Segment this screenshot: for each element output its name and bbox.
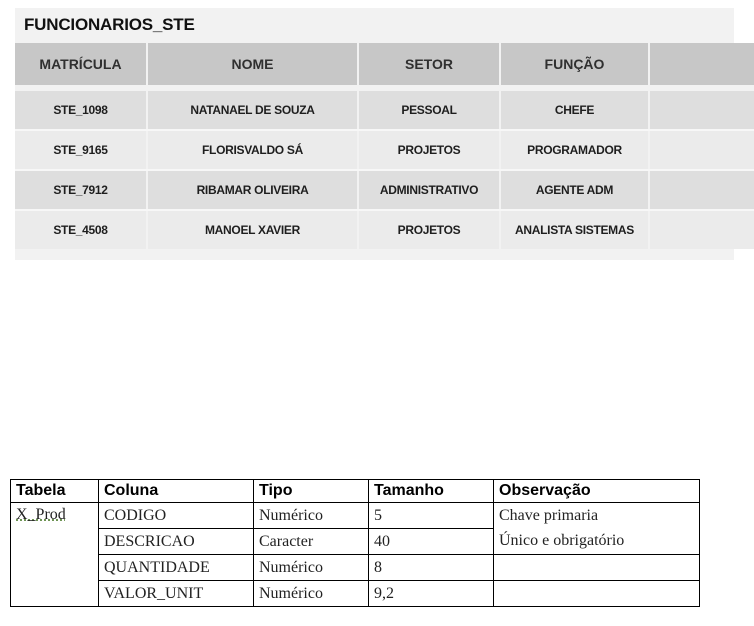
cell-nome: RIBAMAR OLIVEIRA <box>148 171 357 209</box>
cell-setor: PESSOAL <box>359 91 499 129</box>
cell-tamanho: 40 <box>369 529 494 555</box>
cell-nome: FLORISVALDO SÁ <box>148 131 357 169</box>
cell-blank <box>650 211 754 249</box>
cell-coluna: VALOR_UNIT <box>99 581 254 607</box>
header-tamanho: Tamanho <box>369 480 494 503</box>
table-row <box>11 529 700 555</box>
funcionarios-table <box>15 8 734 260</box>
cell-observacao <box>494 581 700 607</box>
cell-tipo: Caracter <box>254 529 369 555</box>
cell-funcao: CHEFE <box>501 91 648 129</box>
cell-tamanho: 5 <box>369 503 494 529</box>
header-blank <box>650 43 754 85</box>
cell-tamanho: 8 <box>369 555 494 581</box>
cell-nome: MANOEL XAVIER <box>148 211 357 249</box>
cell-funcao: ANALISTA SISTEMAS <box>501 211 648 249</box>
header-funcao: FUNÇÃO <box>501 43 648 85</box>
cell-setor: PROJETOS <box>359 131 499 169</box>
cell-funcao: PROGRAMADOR <box>501 131 648 169</box>
cell-blank <box>650 171 754 209</box>
x-prod-table <box>10 479 700 607</box>
cell-observacao: Chave primaria <box>494 503 700 529</box>
cell-observacao: Único e obrigatório <box>494 529 700 555</box>
header-coluna: Coluna <box>99 480 254 503</box>
cell-matricula: STE_9165 <box>15 131 146 169</box>
cell-tipo: Numérico <box>254 555 369 581</box>
funcionarios-grid <box>15 43 754 249</box>
cell-funcao: AGENTE ADM <box>501 171 648 209</box>
cell-matricula: STE_1098 <box>15 91 146 129</box>
table-header-row <box>11 480 700 503</box>
cell-nome: NATANAEL DE SOUZA <box>148 91 357 129</box>
cell-setor: ADMINISTRATIVO <box>359 171 499 209</box>
header-nome: NOME <box>148 43 357 85</box>
cell-tabela <box>11 503 99 607</box>
header-tabela: Tabela <box>11 480 99 503</box>
header-observacao: Observação <box>494 480 700 503</box>
cell-tipo: Numérico <box>254 581 369 607</box>
table-row <box>11 581 700 607</box>
header-setor: SETOR <box>359 43 499 85</box>
header-tipo: Tipo <box>254 480 369 503</box>
table-row <box>11 555 700 581</box>
cell-coluna: CODIGO <box>99 503 254 529</box>
table-row <box>11 503 700 529</box>
cell-observacao <box>494 555 700 581</box>
cell-tipo: Numérico <box>254 503 369 529</box>
cell-setor: PROJETOS <box>359 211 499 249</box>
cell-coluna: DESCRICAO <box>99 529 254 555</box>
cell-coluna: QUANTIDADE <box>99 555 254 581</box>
header-matricula: MATRÍCULA <box>15 43 146 85</box>
cell-blank <box>650 131 754 169</box>
cell-blank <box>650 91 754 129</box>
table-title: FUNCIONARIOS_STE <box>24 15 195 34</box>
tabela-name: X_Prod <box>16 506 66 523</box>
cell-tamanho: 9,2 <box>369 581 494 607</box>
cell-matricula: STE_7912 <box>15 171 146 209</box>
cell-matricula: STE_4508 <box>15 211 146 249</box>
